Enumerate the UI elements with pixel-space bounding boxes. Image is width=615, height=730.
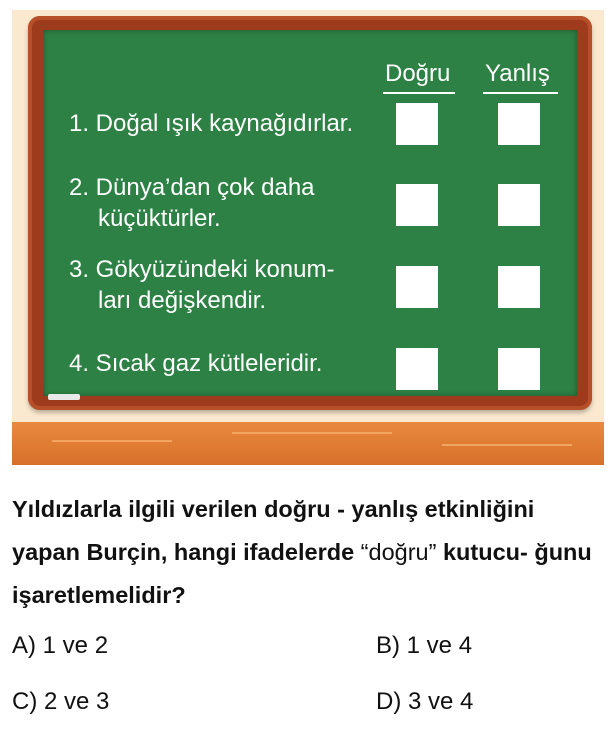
floor-plank-line (442, 444, 572, 446)
column-header-false: Yanlış (485, 60, 550, 87)
statement-3 (69, 254, 334, 316)
column-header-true: Doğru (385, 60, 451, 87)
question-quoted: “doğru” (360, 539, 437, 565)
question-part-1: Yıldızlarla ilgili verilen doğru - yanlış etkinliğini yapan Burçin, hangi ifadelerde (12, 496, 535, 565)
question-part-2: kutucu- ğunu işaretlemelidir? (12, 539, 592, 608)
statement-line: 1. Doğal ışık kaynağıdırlar. (69, 110, 354, 137)
question-text (12, 488, 608, 617)
statement-line: 2. Dünya’dan çok daha (69, 174, 315, 201)
checkbox-2-true[interactable] (396, 184, 438, 226)
statement-line: küçüktürler. (98, 205, 221, 232)
floor-plank-line (232, 432, 392, 434)
chalkboard-frame (28, 16, 592, 410)
chalkboard (43, 30, 577, 396)
wooden-floor (12, 422, 604, 465)
checkbox-3-false[interactable] (498, 266, 540, 308)
chalkboard-illustration (12, 10, 604, 465)
statement-1 (69, 108, 353, 139)
statement-2 (69, 172, 315, 234)
option-c[interactable]: C) 2 ve 3 (12, 688, 110, 715)
checkbox-4-false[interactable] (498, 348, 540, 390)
statement-4 (69, 348, 322, 379)
checkbox-4-true[interactable] (396, 348, 438, 390)
floor-plank-line (52, 440, 172, 442)
checkbox-1-false[interactable] (498, 103, 540, 145)
chalk-piece (48, 394, 80, 400)
option-a[interactable]: A) 1 ve 2 (12, 632, 109, 659)
checkbox-1-true[interactable] (396, 103, 438, 145)
option-b[interactable]: B) 1 ve 4 (376, 632, 473, 659)
statement-line: 4. Sıcak gaz kütleleridir. (69, 350, 323, 377)
checkbox-3-true[interactable] (396, 266, 438, 308)
header-underline (483, 92, 558, 94)
statement-line: 3. Gökyüzündeki konum- (69, 256, 335, 283)
checkbox-2-false[interactable] (498, 184, 540, 226)
statement-line: ları değişkendir. (98, 287, 267, 314)
header-underline (383, 92, 455, 94)
option-d[interactable]: D) 3 ve 4 (376, 688, 474, 715)
